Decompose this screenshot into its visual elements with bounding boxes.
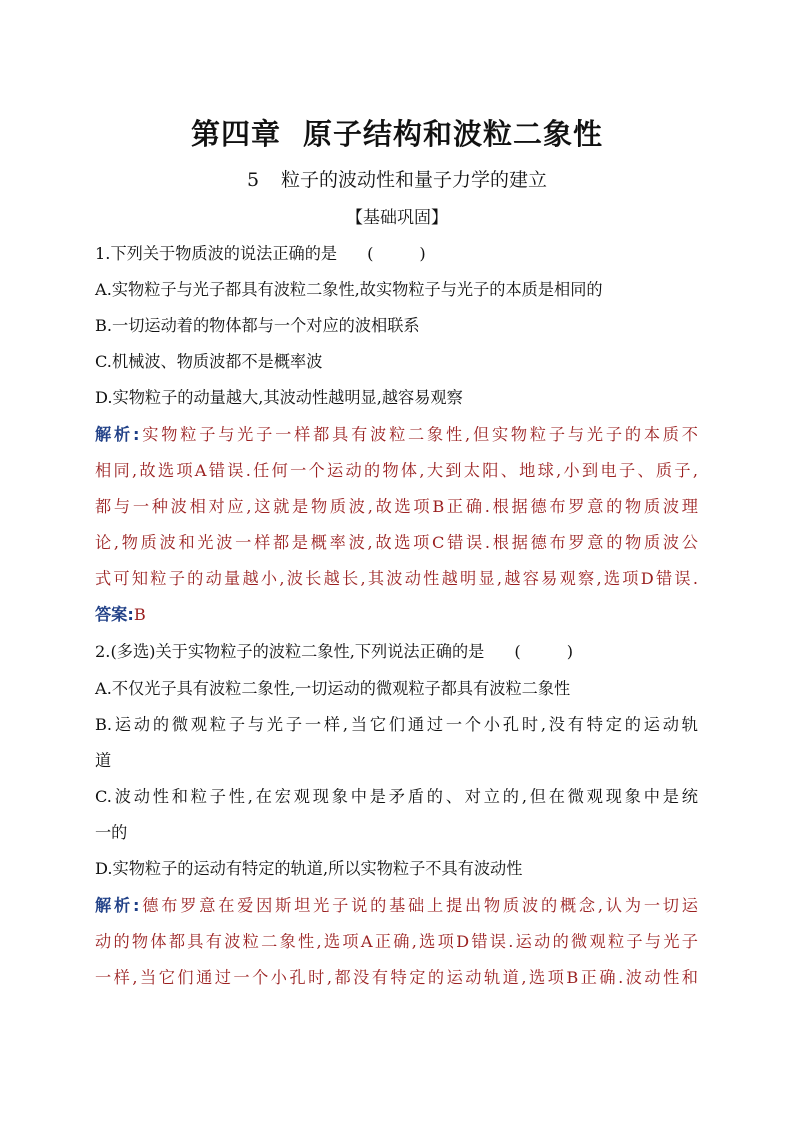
question-2-analysis-line: 解析:德布罗意在爱因斯坦光子说的基础上提出物质波的概念,认为一切运 (95, 896, 698, 915)
question-2-analysis-line: 一样,当它们通过一个小孔时,都没有特定的运动轨道,选项B正确.波动性和 (95, 968, 698, 987)
question-2-option-c: C.波动性和粒子性,在宏观现象中是矛盾的、对立的,但在微观现象中是统 (95, 787, 698, 806)
chapter-title (0, 112, 794, 153)
analysis-label: 解析: (95, 425, 140, 444)
analysis-label: 解析: (95, 896, 140, 915)
question-1-option-a: A.实物粒子与光子都具有波粒二象性,故实物粒子与光子的本质是相同的 (95, 280, 603, 299)
question-1-stem: 1.下列关于物质波的说法正确的是 ( ) (95, 244, 426, 263)
question-1-answer (95, 605, 698, 625)
answer-label: 答案: (95, 605, 134, 624)
question-1-option-b: B.一切运动着的物体都与一个对应的波相联系 (95, 316, 420, 335)
question-1-analysis-line: 相同,故选项A错误.任何一个运动的物体,大到太阳、地球,小到电子、质子, (95, 461, 698, 480)
question-2-option-c-continued: 一的 (95, 823, 128, 842)
chapter-number: 第四章 (190, 117, 281, 151)
question-2-stem: 2.(多选)关于实物粒子的波粒二象性,下列说法正确的是 ( ) (95, 642, 574, 661)
question-2-analysis-line: 动的物体都具有波粒二象性,选项A正确,选项D错误.运动的微观粒子与光子 (95, 932, 698, 951)
question-2-option-b-continued: 道 (95, 751, 112, 770)
question-2-option-d: D.实物粒子的运动有特定的轨道,所以实物粒子不具有波动性 (95, 859, 523, 878)
section-name: 粒子的波动性和量子力学的建立 (281, 169, 548, 191)
answer-paren: ( ) (514, 642, 574, 661)
question-1-option-c: C.机械波、物质波都不是概率波 (95, 352, 323, 371)
question-1-analysis-line: 式可知粒子的动量越小,波长越长,其波动性越明显,越容易观察,选项D错误. (95, 569, 698, 588)
answer-value: B (133, 605, 146, 624)
question-1-option-d: D.实物粒子的动量越大,其波动性越明显,越容易观察 (95, 388, 463, 407)
question-1-analysis-line: 论,物质波和光波一样都是概率波,故选项C错误.根据德布罗意的物质波公 (95, 533, 698, 552)
question-2-option-a: A.不仅光子具有波粒二象性,一切运动的微观粒子都具有波粒二象性 (95, 679, 571, 698)
chapter-name: 原子结构和波粒二象性 (303, 117, 604, 151)
question-1-analysis-line: 都与一种波相对应,这就是物质波,故选项B正确.根据德布罗意的物质波理 (95, 497, 698, 516)
section-number: 5 (246, 169, 260, 191)
answer-paren: ( ) (367, 244, 426, 263)
section-title (0, 165, 794, 192)
question-2-option-b: B.运动的微观粒子与光子一样,当它们通过一个小孔时,没有特定的运动轨 (95, 715, 698, 734)
question-1-analysis-line: 解析:实物粒子与光子一样都具有波粒二象性,但实物粒子与光子的本质不 (95, 425, 698, 444)
block-title: 【基础巩固】 (346, 208, 448, 228)
